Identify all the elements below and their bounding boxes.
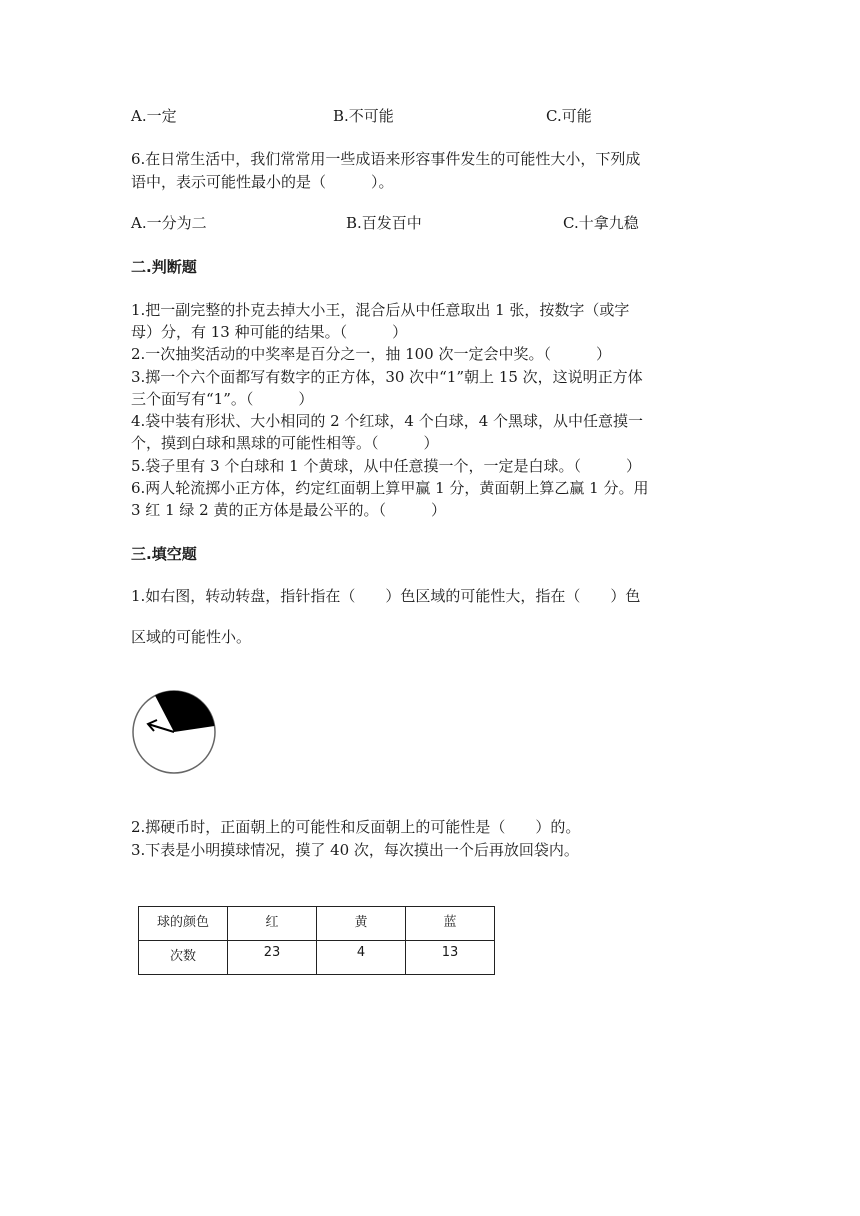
table-cell: 13 xyxy=(406,941,495,975)
section3-heading: 三.填空题 xyxy=(131,545,197,563)
q6-option-a: A.一分为二 xyxy=(131,214,207,232)
judge-line: 3.掷一个六个面都写有数字的正方体，30 次中“1”朝上 15 次，这说明正方体 xyxy=(131,368,643,386)
q5-option-c: C.可能 xyxy=(546,107,592,125)
q6-text-line2: 语中，表示可能性最小的是（ ）。 xyxy=(131,173,394,191)
q6-option-c: C.十拿九稳 xyxy=(563,214,639,232)
judge-line: 2.一次抽奖活动的中奖率是百分之一，抽 100 次一定会中奖。（ ） xyxy=(131,345,611,363)
fill-q1-line2: 区域的可能性小。 xyxy=(131,628,252,646)
judge-line: 母）分，有 13 种可能的结果。（ ） xyxy=(131,323,408,341)
fill-q3: 3.下表是小明摸球情况，摸了 40 次，每次摸出一个后再放回袋内。 xyxy=(131,841,579,859)
judge-line: 5.袋子里有 3 个白球和 1 个黄球，从中任意摸一个，一定是白球。（ ） xyxy=(131,457,641,475)
spinner-wheel-figure xyxy=(131,686,221,776)
q6-text-line1: 6.在日常生活中，我们常常用一些成语来形容事件发生的可能性大小，下列成 xyxy=(131,150,641,168)
fill-q1-line1: 1.如右图，转动转盘，指针指在（ ）色区域的可能性大，指在（ ）色 xyxy=(131,587,641,605)
table-cell: 次数 xyxy=(139,941,228,975)
q5-option-a: A.一定 xyxy=(131,107,177,125)
judge-line: 三个面写有“1”。（ ） xyxy=(131,390,314,408)
table-cell: 红 xyxy=(228,907,317,941)
section2-heading: 二.判断题 xyxy=(131,258,197,276)
judge-line: 6.两人轮流掷小正方体，约定红面朝上算甲赢 1 分，黄面朝上算乙赢 1 分。用 xyxy=(131,479,649,497)
table-cell: 黄 xyxy=(317,907,406,941)
ball-draw-table xyxy=(138,906,495,975)
judge-line: 1.把一副完整的扑克去掉大小王，混合后从中任意取出 1 张，按数字（或字 xyxy=(131,301,630,319)
table-cell: 球的颜色 xyxy=(139,907,228,941)
table-cell: 23 xyxy=(228,941,317,975)
fill-q2: 2.掷硬币时，正面朝上的可能性和反面朝上的可能性是（ ）的。 xyxy=(131,818,581,836)
judge-line: 3 红 1 绿 2 黄的正方体是最公平的。（ ） xyxy=(131,501,446,519)
table-cell: 4 xyxy=(317,941,406,975)
table-row xyxy=(139,941,495,975)
judge-line: 4.袋中装有形状、大小相同的 2 个红球，4 个白球，4 个黑球，从中任意摸一 xyxy=(131,412,644,430)
q6-option-b: B.百发百中 xyxy=(346,214,422,232)
q5-option-b: B.不可能 xyxy=(333,107,394,125)
table-cell: 蓝 xyxy=(406,907,495,941)
judge-line: 个，摸到白球和黑球的可能性相等。（ ） xyxy=(131,434,439,452)
table-row xyxy=(139,907,495,941)
